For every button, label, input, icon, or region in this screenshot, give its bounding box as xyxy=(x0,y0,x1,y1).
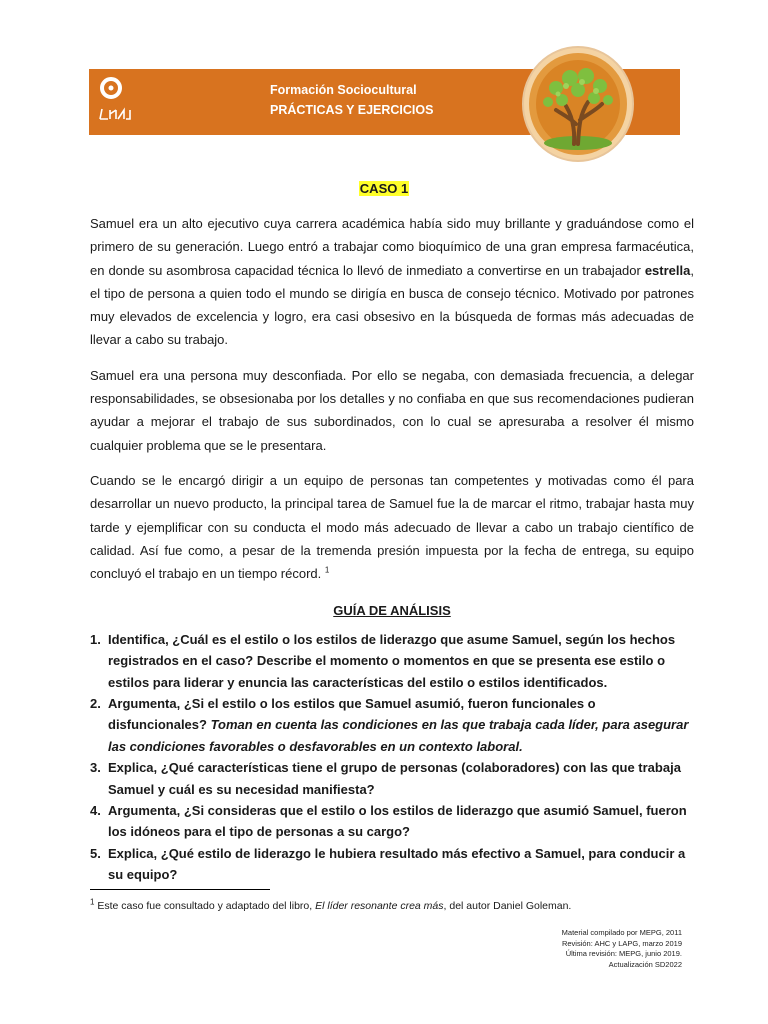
banner-titles xyxy=(270,80,433,120)
revision-credits xyxy=(422,928,682,970)
footnote-divider xyxy=(90,889,270,890)
question-text: Explica, ¿Qué características tiene el grupo de personas (colaboradores) con las que trabaja Samuel y cuál es su necesidad manifiesta? xyxy=(108,760,681,797)
guide-question-list xyxy=(90,629,694,886)
paragraph-text: Cuando se le encargó dirigir a un equipo de personas tan competentes y motivadas como él para desarrollar un nuevo producto, la principal tarea de Samuel fue la de marcar el ritmo, trabajar hasta muy tarde y ejemplificar con su conducta el modo más adecuado de llevar a cabo un trabajo científico de calidad. Así fue como, a pesar de la tremenda presión impuesta por la fecha de entrega, su equipo concluyó el trabajo en un tiempo récord. xyxy=(90,472,694,582)
institution-logo xyxy=(98,75,132,125)
credit-line: Revisión: AHC y LAPG, marzo 2019 xyxy=(561,938,682,948)
case-title-highlight: CASO 1 xyxy=(359,181,409,196)
footnote-number: 1 xyxy=(90,897,95,907)
case-paragraph-1 xyxy=(90,212,694,352)
emphasis-word: estrella xyxy=(644,262,691,278)
question-number: 1. xyxy=(90,631,101,647)
guide-question xyxy=(90,843,694,886)
case-paragraph-3 xyxy=(90,469,694,585)
book-title: El líder resonante crea más xyxy=(315,900,444,912)
document-body xyxy=(90,212,694,886)
case-paragraph-2: Samuel era una persona muy desconfiada. Por ello se negaba, con demasiada frecuencia, a delegar responsabilidades, se obsesionaba por los detalles y no confiaba en que sus recomendaciones pudieran ayudar a mejorar el trabajo de sus subordinados, con lo cual se apresuraba a resolver él mismo cualquier problema que se le presentara. xyxy=(90,367,694,453)
question-number: 5. xyxy=(90,845,101,861)
question-text: Argumenta, ¿Si consideras que el estilo o los estilos de liderazgo que asumió Samuel, fueron los idóneos para el tipo de personas a su cargo? xyxy=(108,803,687,840)
guide-question xyxy=(90,693,694,757)
question-number: 3. xyxy=(90,760,101,776)
paragraph-text: , el tipo de persona a quien todo el mundo se dirigía en busca de consejo técnico. Motivado por patrones muy elevados de excelencia y logro, era casi obsesivo en la búsqueda de formas más adecuadas de llevar a cabo su trabajo. xyxy=(90,262,694,348)
banner-subtitle: PRÁCTICAS Y EJERCICIOS xyxy=(270,103,434,117)
credit-line: Última revisión: MEPG, junio 2019. xyxy=(565,949,682,959)
question-note: Toman en cuenta las condiciones en las que trabaja cada líder, para asegurar las condiciones favorables o desfavorables en un contexto laboral. xyxy=(108,717,689,754)
guide-title: GUÍA DE ANÁLISIS xyxy=(333,603,451,619)
question-text: Explica, ¿Qué estilo de liderazgo le hubiera resultado más efectivo a Samuel, para conducir a su equipo? xyxy=(108,845,686,883)
footnote xyxy=(90,898,571,914)
credit-line: Actualización SD2022 xyxy=(608,959,682,969)
banner-title: Formación Sociocultural xyxy=(270,83,417,97)
footnote-text: , del autor Daniel Goleman. xyxy=(443,900,572,912)
guide-question xyxy=(90,800,694,843)
question-number: 2. xyxy=(90,695,101,711)
question-number: 4. xyxy=(90,803,101,818)
footnote-text: Este caso fue consultado y adaptado del libro, xyxy=(94,900,316,912)
credit-line: Material compilado por MEPG, 2011 xyxy=(561,928,682,937)
question-text: Argumenta, ¿Si el estilo o los estilos que Samuel asumió, fueron funcionales o disfuncionales? xyxy=(108,695,596,733)
footnote-ref: 1 xyxy=(324,565,330,575)
paragraph-text: Samuel era un alto ejecutivo cuya carrera académica había sido muy brillante y graduándose como el primero de su generación. Luego entró a trabajar como bioquímico de una gran empresa farmacéutica, en donde su asombrosa capacidad técnica lo llevó de inmediato a convertirse en un trabajador xyxy=(90,216,694,278)
tree-emblem-icon xyxy=(520,44,636,164)
case-title xyxy=(0,180,768,198)
guide-question xyxy=(90,629,694,693)
guide-question xyxy=(90,757,694,800)
question-text: Identifica, ¿Cuál es el estilo o los estilos de liderazgo que asume Samuel, según los hechos registrados en el caso? Describe el momento o momentos en que se presenta ese estilo o estilos para liderar y enuncia las características del estilo o estilos identificados. xyxy=(108,631,676,690)
